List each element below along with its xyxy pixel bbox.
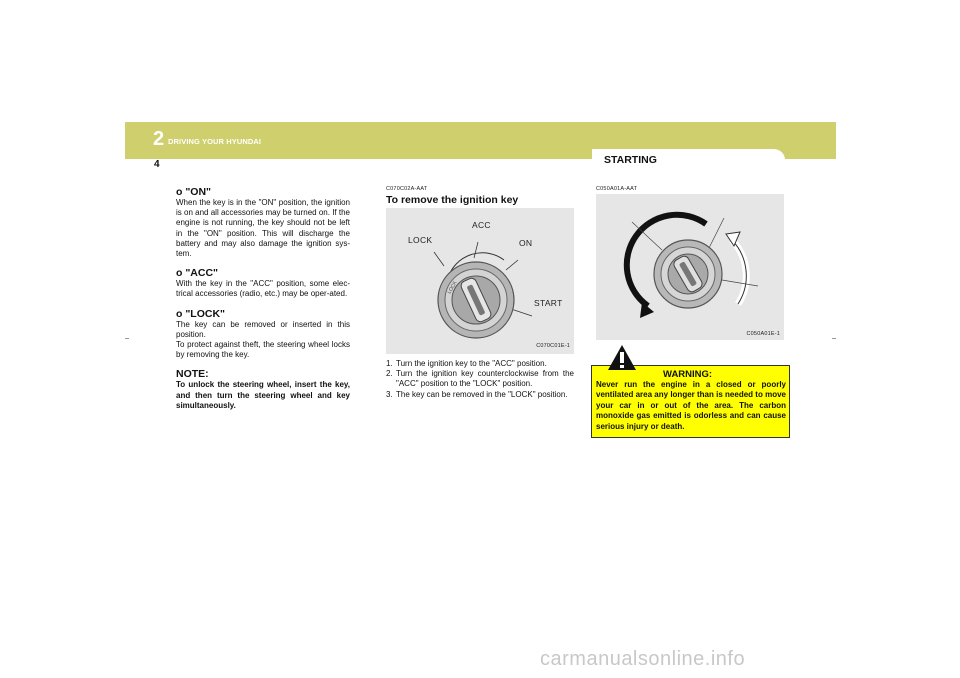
starting-figure (596, 194, 784, 340)
label-start: START (534, 298, 563, 308)
on-leader-line (506, 260, 518, 270)
crop-mark (125, 338, 129, 339)
step-item: 1. Turn the ignition key to the "ACC" position. (386, 359, 547, 368)
warning-title: WARNING: (663, 369, 713, 380)
column-remove-key (386, 186, 574, 400)
chapter-title: DRIVING YOUR HYUNDAI (168, 137, 262, 146)
crop-mark (832, 338, 836, 339)
svg-text:LOCK: LOCK (446, 280, 459, 295)
note-heading: NOTE: (176, 368, 209, 381)
chapter-number: 2 (153, 128, 165, 150)
leader-line (722, 280, 758, 286)
section-code: C070C02A-AAT (386, 186, 428, 192)
lock-text-1: The key can be removed or inserted in this position. (176, 319, 350, 339)
watermark: carmanualsonline.info (540, 648, 746, 670)
leader-line (708, 218, 724, 250)
figure-code: C070C01E-1 (536, 342, 570, 349)
figure-code: C050A01E-1 (746, 331, 780, 337)
on-heading: o "ON" (176, 186, 212, 198)
acc-leader-line (474, 242, 478, 258)
warning-text: Never run the engine in a closed or poorly ventilated area any longer than is needed to move your car in or out of the area. The carbon monoxide gas emitted is odorless and can cause serious injury or death. (596, 380, 786, 431)
lock-leader-line (434, 252, 444, 266)
acc-heading: o "ACC" (176, 267, 219, 280)
acc-text: With the key in the "ACC" position, some elec-trical accessories (radio, etc.) may be oper-ated. (176, 279, 350, 299)
page-number: 4 (154, 159, 160, 170)
step-item: 3. The key can be removed in the "LOCK" position. (386, 389, 568, 399)
ignition-lock-figure (386, 208, 574, 354)
column-starting (596, 186, 788, 193)
warning-icon (607, 344, 637, 371)
label-acc: ACC (472, 220, 491, 230)
column-ignition-positions (176, 186, 350, 411)
lock-heading: o "LOCK" (176, 307, 226, 320)
remove-key-heading: To remove the ignition key (386, 194, 519, 206)
removal-steps (386, 359, 574, 400)
section-title: STARTING (604, 154, 657, 166)
on-text: When the key is in the "ON" position, the ignition is on and all accessories may be turned on. If the engine is not running, the key should not be left in the "ON" position. This will discharge the battery and may also damage the ignition sys-tem. (176, 198, 350, 259)
ignition-rotation-illustration (596, 194, 784, 340)
step-item: 2. Turn the ignition key counterclockwise from the "ACC" position to the "LOCK" position. (386, 369, 574, 389)
label-lock: LOCK (408, 235, 433, 245)
note-text: To unlock the steering wheel, insert the key, and then turn the steering wheel and key simultaneously. (176, 380, 350, 410)
section-code: C050A01A-AAT (596, 186, 638, 192)
label-on: ON (519, 238, 533, 248)
lock-text-2: To protect against theft, the steering wheel locks by removing the key. (176, 340, 350, 360)
